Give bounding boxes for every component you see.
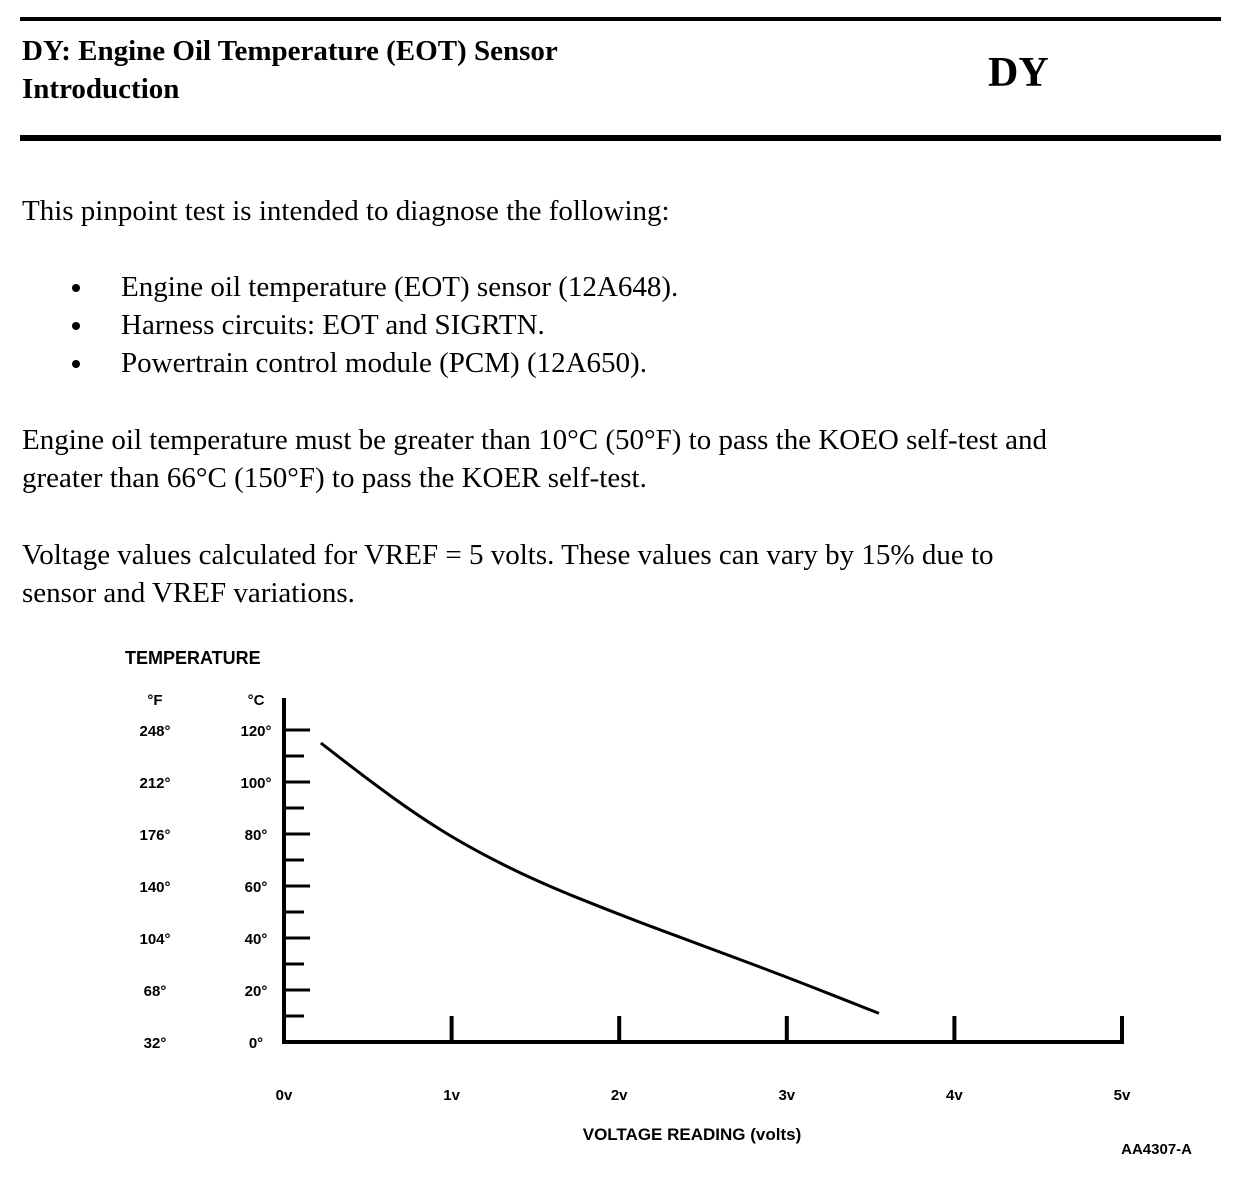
y-tick-label-f: 68° [143, 983, 167, 1000]
intro-paragraph: This pinpoint test is intended to diagnose the following: [22, 195, 670, 227]
list-item: Harness circuits: EOT and SIGRTN. [22, 306, 678, 344]
title-line-2: Introduction [22, 73, 180, 105]
y-tick-label-c: 60° [244, 879, 268, 896]
title-line-1: DY: Engine Oil Temperature (EOT) Sensor [22, 35, 558, 67]
section-code: DY [988, 50, 1049, 96]
page-title [22, 32, 558, 108]
bullet-icon [72, 322, 80, 330]
y-tick-label-f: 104° [139, 931, 171, 948]
y-axis-unit-f: °F [147, 692, 163, 709]
temperature-curve [321, 743, 879, 1013]
x-tick-label: 1v [443, 1087, 460, 1104]
bullet-icon [72, 360, 80, 368]
voltage-note-paragraph: Voltage values calculated for VREF = 5 volts. These values can vary by 15% due to sensor and VREF variations. [22, 539, 994, 609]
y-tick-label-c: 120° [240, 723, 272, 740]
x-tick-label: 0v [275, 1087, 293, 1104]
y-tick-label-c: 80° [244, 827, 268, 844]
diagnosis-list [22, 268, 678, 382]
header-top-rule [20, 17, 1221, 21]
figure-id-label: AA4307-A [1121, 1141, 1192, 1158]
x-axis-label: VOLTAGE READING (volts) [582, 1125, 802, 1144]
list-item: Engine oil temperature (EOT) sensor (12A648). [22, 268, 678, 306]
y-tick-label-f: 248° [139, 723, 171, 740]
y-axis-unit-c: °C [247, 692, 265, 709]
x-tick-label: 3v [778, 1087, 796, 1104]
y-tick-label-c: 40° [244, 931, 268, 948]
bullet-icon [72, 284, 80, 292]
list-item: Powertrain control module (PCM) (12A650). [22, 344, 678, 382]
temperature-requirement-paragraph: Engine oil temperature must be greater than 10°C (50°F) to pass the KOEO self-test and greater than 66°C (150°F) to pass the KOER self-test. [22, 424, 1048, 494]
temperature-voltage-chart [0, 620, 1248, 1180]
y-tick-label-f: 140° [139, 879, 171, 896]
y-tick-label-f: 176° [139, 827, 171, 844]
y-tick-label-c: 20° [244, 983, 268, 1000]
header-bottom-rule [20, 135, 1221, 141]
x-tick-label: 5v [1113, 1087, 1131, 1104]
y-tick-label-f: 32° [143, 1035, 167, 1052]
y-tick-label-c: 0° [248, 1035, 264, 1052]
y-tick-label-c: 100° [240, 775, 272, 792]
chart-title: TEMPERATURE [125, 648, 261, 668]
y-tick-label-f: 212° [139, 775, 171, 792]
x-tick-label: 4v [946, 1087, 963, 1104]
x-tick-label: 2v [610, 1087, 628, 1104]
